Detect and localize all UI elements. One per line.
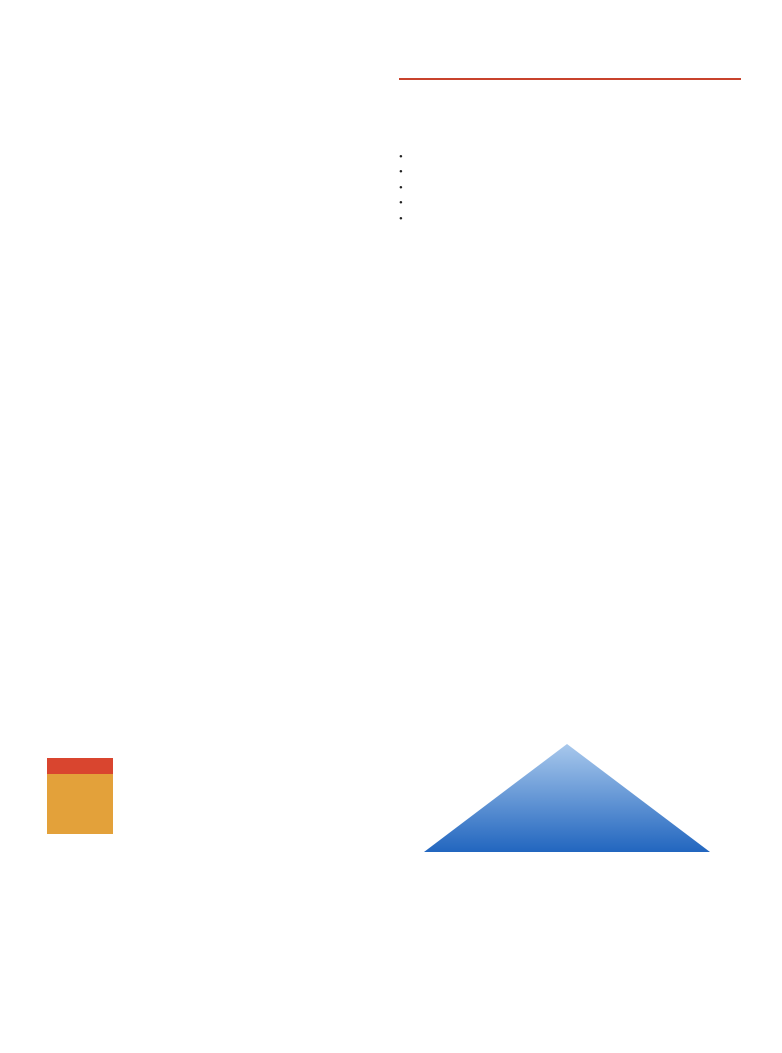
list-item-text bbox=[412, 151, 741, 164]
section-heading bbox=[399, 76, 741, 80]
list-item-text bbox=[412, 182, 741, 195]
section-epigraph bbox=[416, 104, 736, 105]
list-item bbox=[399, 213, 741, 226]
list-item-text bbox=[412, 213, 741, 226]
bullet-icon: • bbox=[399, 197, 403, 210]
bullet-icon: • bbox=[399, 151, 403, 163]
pyramid-diagram bbox=[424, 744, 710, 852]
chapter-label bbox=[47, 758, 113, 774]
list-item-text bbox=[412, 166, 741, 179]
chapter-number bbox=[47, 774, 113, 834]
list-item bbox=[399, 197, 741, 210]
chapter-badge bbox=[47, 758, 113, 834]
bullet-icon: • bbox=[399, 181, 403, 194]
bullet-icon: • bbox=[399, 166, 403, 179]
question-list bbox=[399, 151, 741, 226]
bullet-icon: • bbox=[399, 212, 403, 225]
running-head bbox=[300, 44, 740, 59]
list-item bbox=[399, 166, 741, 179]
pyramid-shape bbox=[424, 744, 710, 852]
list-item bbox=[399, 151, 741, 164]
body-text bbox=[399, 150, 741, 228]
list-item-text bbox=[412, 197, 741, 210]
list-item bbox=[399, 182, 741, 195]
